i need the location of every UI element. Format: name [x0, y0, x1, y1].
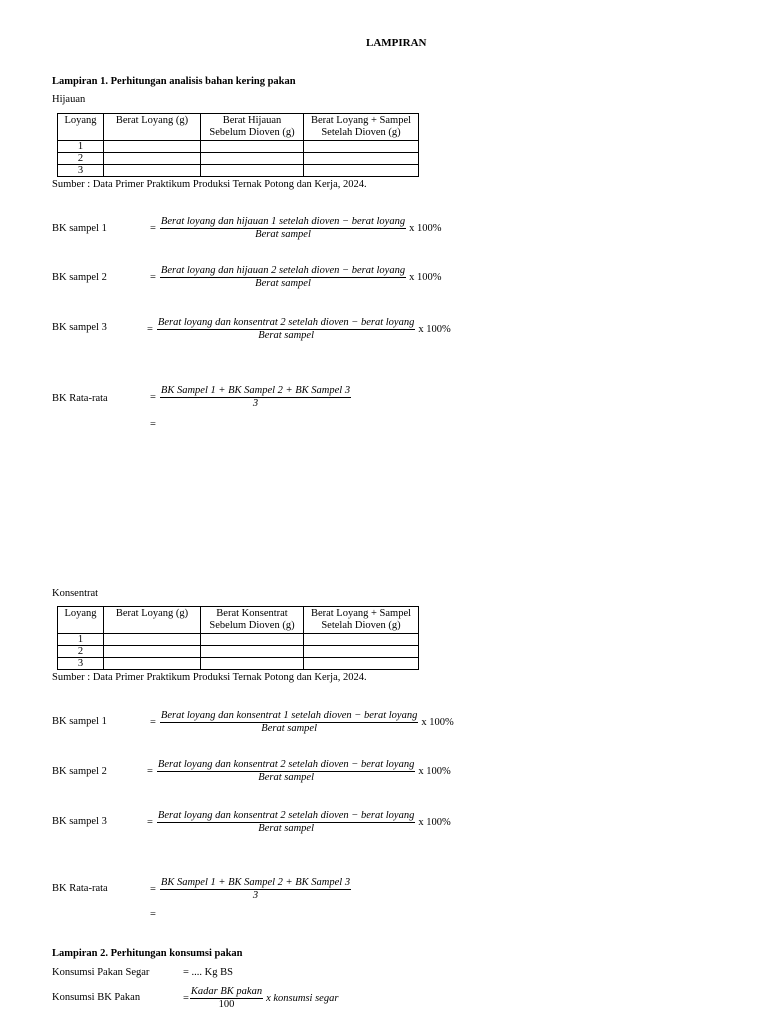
formula-label: BK sampel 2	[52, 272, 107, 283]
table-cell	[304, 646, 419, 658]
row-number: 2	[58, 153, 104, 165]
concentrate-label: Konsentrat	[52, 588, 99, 599]
formula-label: BK sampel 2	[52, 766, 107, 777]
average-result: =	[150, 909, 156, 920]
table-cell	[201, 634, 304, 646]
equals-sign: =	[147, 816, 153, 828]
fraction	[157, 809, 415, 835]
table-cell	[304, 153, 419, 165]
col-header-berat-setelah-dioven: Berat Loyang + Sampel Setelah Dioven (g)	[304, 114, 419, 141]
concentrate-source-note: Sumber : Data Primer Praktikum Produksi Ternak Potong dan Kerja, 2024.	[52, 672, 367, 683]
dm-intake-equation	[183, 985, 338, 1011]
fraction-denominator: 3	[252, 398, 259, 409]
formula-equation	[147, 809, 451, 835]
formula-equation	[150, 215, 441, 241]
fresh-intake-label: Konsumsi Pakan Segar	[52, 967, 150, 978]
fresh-intake-value: = .... Kg BS	[183, 967, 233, 978]
table-cell	[104, 141, 201, 153]
table-row	[58, 634, 419, 646]
row-number: 2	[58, 646, 104, 658]
table-row	[58, 153, 419, 165]
formula-suffix: x 100%	[409, 271, 442, 283]
table-cell	[201, 165, 304, 177]
average-result: =	[150, 419, 156, 430]
page-heading: LAMPIRAN	[366, 37, 427, 49]
table-cell	[201, 153, 304, 165]
table-cell	[104, 165, 201, 177]
formula-suffix: x 100%	[418, 765, 451, 777]
average-label: BK Rata-rata	[52, 883, 108, 894]
row-number: 3	[58, 165, 104, 177]
formula-equation	[147, 758, 451, 784]
formula-suffix: x 100%	[418, 816, 451, 828]
fraction	[160, 876, 351, 902]
table-header-row	[58, 114, 419, 141]
formula-suffix: x konsumsi segar	[266, 992, 339, 1004]
formula-label: BK sampel 3	[52, 322, 107, 333]
fraction	[160, 709, 418, 735]
row-number: 1	[58, 634, 104, 646]
equals-sign: =	[183, 992, 189, 1004]
average-equation	[150, 384, 354, 410]
table-row	[58, 165, 419, 177]
fraction	[157, 758, 415, 784]
table-cell	[304, 658, 419, 670]
fraction-denominator: Berat sampel	[258, 772, 314, 783]
fraction-numerator: Berat loyang dan konsentrat 2 setelah dioven − berat loyang	[157, 810, 415, 821]
table-row	[58, 658, 419, 670]
fraction-numerator: Kadar BK pakan	[190, 986, 263, 997]
table-cell	[201, 658, 304, 670]
fraction-numerator: Berat loyang dan konsentrat 2 setelah dioven − berat loyang	[157, 317, 415, 328]
table-cell	[201, 141, 304, 153]
equals-sign: =	[147, 765, 153, 777]
table-cell	[104, 646, 201, 658]
fraction-numerator: Berat loyang dan hijauan 1 setelah dioven − berat loyang	[160, 216, 406, 227]
fraction-denominator: Berat sampel	[255, 278, 311, 289]
appendix2-title: Lampiran 2. Perhitungan konsumsi pakan	[52, 948, 243, 959]
fraction-denominator: 100	[218, 999, 235, 1010]
fraction-denominator: Berat sampel	[261, 723, 317, 734]
table-cell	[104, 658, 201, 670]
equals-sign: =	[150, 883, 156, 895]
average-label: BK Rata-rata	[52, 393, 108, 404]
formula-label: BK sampel 1	[52, 716, 107, 727]
table-header-row	[58, 607, 419, 634]
fraction-denominator: Berat sampel	[258, 330, 314, 341]
col-header-berat-loyang: Berat Loyang (g)	[104, 607, 201, 634]
appendix1-title: Lampiran 1. Perhitungan analisis bahan kering pakan	[52, 76, 296, 87]
fraction-numerator: Berat loyang dan konsentrat 1 setelah dioven − berat loyang	[160, 710, 418, 721]
table-cell	[304, 634, 419, 646]
dm-intake-label: Konsumsi BK Pakan	[52, 992, 141, 1003]
col-header-berat-hijauan: Berat Hijauan Sebelum Dioven (g)	[201, 114, 304, 141]
formula-equation	[150, 709, 454, 735]
equals-sign: =	[150, 716, 156, 728]
table-row	[58, 141, 419, 153]
table-cell	[304, 165, 419, 177]
fraction	[157, 316, 415, 342]
formula-suffix: x 100%	[421, 716, 454, 728]
equals-sign: =	[150, 222, 156, 234]
col-header-loyang: Loyang	[58, 607, 104, 634]
fraction-numerator: Berat loyang dan hijauan 2 setelah dioven − berat loyang	[160, 265, 406, 276]
equals-sign: =	[150, 271, 156, 283]
concentrate-table	[57, 606, 419, 670]
formula-suffix: x 100%	[418, 323, 451, 335]
fraction-denominator: Berat sampel	[258, 823, 314, 834]
fraction-denominator: Berat sampel	[255, 229, 311, 240]
col-header-berat-loyang: Berat Loyang (g)	[104, 114, 201, 141]
fraction	[160, 384, 351, 410]
fraction-numerator: BK Sampel 1 + BK Sampel 2 + BK Sampel 3	[160, 877, 351, 888]
forage-source-note: Sumber : Data Primer Praktikum Produksi Ternak Potong dan Kerja, 2024.	[52, 179, 367, 190]
row-number: 1	[58, 141, 104, 153]
average-equation	[150, 876, 354, 902]
table-cell	[104, 634, 201, 646]
equals-sign: =	[150, 391, 156, 403]
table-row	[58, 646, 419, 658]
fraction	[160, 215, 406, 241]
formula-label: BK sampel 1	[52, 223, 107, 234]
formula-suffix: x 100%	[409, 222, 442, 234]
formula-label: BK sampel 3	[52, 816, 107, 827]
fraction-numerator: Berat loyang dan konsentrat 2 setelah dioven − berat loyang	[157, 759, 415, 770]
col-header-berat-setelah-dioven: Berat Loyang + Sampel Setelah Dioven (g)	[304, 607, 419, 634]
fraction-numerator: BK Sampel 1 + BK Sampel 2 + BK Sampel 3	[160, 385, 351, 396]
formula-equation	[147, 316, 451, 342]
fraction	[160, 264, 406, 290]
equals-sign: =	[147, 323, 153, 335]
forage-table	[57, 113, 419, 177]
col-header-loyang: Loyang	[58, 114, 104, 141]
table-cell	[201, 646, 304, 658]
row-number: 3	[58, 658, 104, 670]
fraction	[190, 985, 263, 1011]
table-cell	[304, 141, 419, 153]
table-cell	[104, 153, 201, 165]
fraction-denominator: 3	[252, 890, 259, 901]
formula-equation	[150, 264, 441, 290]
forage-label: Hijauan	[52, 94, 86, 105]
col-header-berat-konsentrat: Berat Konsentrat Sebelum Dioven (g)	[201, 607, 304, 634]
